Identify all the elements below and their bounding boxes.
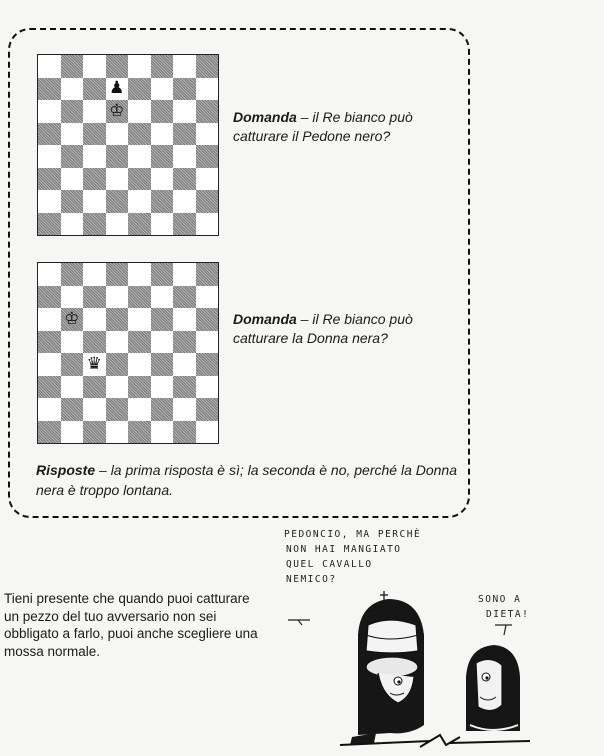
board-square [128, 308, 151, 331]
board-square [38, 78, 61, 101]
board-square [83, 376, 106, 399]
board-square [173, 145, 196, 168]
board-square [61, 376, 84, 399]
board-square [196, 331, 219, 354]
board-square [128, 286, 151, 309]
board-square [151, 308, 174, 331]
board-square [151, 263, 174, 286]
speech-left-line-3: QUEL CAVALLO [286, 559, 373, 570]
board-square [106, 353, 129, 376]
small-pawn-character [466, 645, 520, 731]
board-square [128, 376, 151, 399]
board-square [173, 100, 196, 123]
board-square [173, 376, 196, 399]
board-square [83, 123, 106, 146]
board-square [106, 398, 129, 421]
black-queen-icon: ♛ [86, 353, 102, 374]
board-square [106, 78, 129, 101]
board-square [196, 286, 219, 309]
speech-pointer-left [288, 620, 310, 625]
board-square [83, 190, 106, 213]
board-square [128, 55, 151, 78]
board-square [61, 168, 84, 191]
board-square [196, 123, 219, 146]
white-king-icon: ♔ [64, 308, 80, 329]
board-square [173, 190, 196, 213]
board-square [128, 331, 151, 354]
board-square [106, 213, 129, 236]
board-square [83, 168, 106, 191]
board-square [173, 213, 196, 236]
board-square [173, 55, 196, 78]
board-square [38, 398, 61, 421]
big-pawn-character [350, 591, 424, 745]
board-square [151, 55, 174, 78]
board-square [196, 55, 219, 78]
board-square [83, 78, 106, 101]
board-square [173, 263, 196, 286]
chessboard-1 [37, 54, 219, 236]
board-square [128, 263, 151, 286]
board-square [61, 308, 84, 331]
answers [36, 460, 461, 500]
board-square [196, 213, 219, 236]
board-square [61, 286, 84, 309]
speech-left-line-1: PEDONCIO, MA PERCHÈ [284, 529, 422, 540]
board-square [128, 145, 151, 168]
board-square [196, 353, 219, 376]
board-square [83, 421, 106, 444]
board-square [38, 263, 61, 286]
board-square [128, 123, 151, 146]
board-square [38, 376, 61, 399]
board-square [128, 398, 151, 421]
board-square [151, 213, 174, 236]
board-square [83, 213, 106, 236]
board-square [173, 331, 196, 354]
board-square [151, 78, 174, 101]
question-1-text: – il Re bianco può catturare il Pedone nero? [233, 109, 413, 144]
board-square [151, 421, 174, 444]
board-square [38, 213, 61, 236]
board-square [38, 190, 61, 213]
board-square [128, 168, 151, 191]
board-square [61, 398, 84, 421]
board-square [151, 123, 174, 146]
board-square [173, 286, 196, 309]
board-square [173, 168, 196, 191]
board-square [106, 376, 129, 399]
board-square [38, 145, 61, 168]
answers-label: Risposte [36, 462, 96, 478]
board-square [151, 331, 174, 354]
board-square [61, 263, 84, 286]
board-square [38, 123, 61, 146]
board-square [83, 331, 106, 354]
board-square [128, 213, 151, 236]
black-pawn-icon: ♟ [109, 78, 125, 99]
board-square [106, 421, 129, 444]
board-square [196, 421, 219, 444]
board-square [151, 145, 174, 168]
board-square [151, 353, 174, 376]
board-square [61, 331, 84, 354]
board-square [83, 55, 106, 78]
board-square [61, 421, 84, 444]
cartoon-illustration [280, 585, 530, 750]
board-square [106, 100, 129, 123]
board-square [61, 353, 84, 376]
board-square [61, 100, 84, 123]
board-square [106, 145, 129, 168]
board-square [83, 308, 106, 331]
question-2-text: – il Re bianco può catturare la Donna nera? [233, 311, 413, 346]
board-square [38, 55, 61, 78]
board-square [151, 100, 174, 123]
board-square [173, 421, 196, 444]
board-square [83, 286, 106, 309]
board-square [128, 78, 151, 101]
board-square [173, 398, 196, 421]
board-square [173, 78, 196, 101]
board-square [106, 168, 129, 191]
board-square [128, 353, 151, 376]
board-square [38, 308, 61, 331]
board-square [61, 213, 84, 236]
board-square [106, 331, 129, 354]
board-square [38, 100, 61, 123]
board-square [173, 123, 196, 146]
board-square [61, 190, 84, 213]
answers-text: – la prima risposta è sì; la seconda è no, perché la Donna nera è troppo lontana. [36, 462, 457, 498]
board-square [61, 78, 84, 101]
board-square [106, 190, 129, 213]
board-square [173, 308, 196, 331]
board-square [38, 421, 61, 444]
question-1 [233, 108, 463, 146]
question-2 [233, 310, 463, 348]
speech-left-line-2: NON HAI MANGIATO [286, 544, 402, 555]
board-square [83, 353, 106, 376]
board-square [83, 145, 106, 168]
board-square [196, 100, 219, 123]
speech-right-line-1: SONO A [478, 594, 522, 605]
board-square [106, 263, 129, 286]
board-square [106, 286, 129, 309]
question-1-label: Domanda [233, 109, 297, 125]
board-square [128, 190, 151, 213]
board-square [196, 308, 219, 331]
board-square [196, 376, 219, 399]
board-square [106, 55, 129, 78]
board-square [196, 168, 219, 191]
board-square [83, 100, 106, 123]
board-square [61, 123, 84, 146]
board-square [38, 331, 61, 354]
speech-right-line-2: DIETA! [486, 609, 530, 620]
speech-left [284, 527, 421, 587]
board-square [106, 123, 129, 146]
board-square [128, 421, 151, 444]
board-square [196, 190, 219, 213]
board-square [61, 55, 84, 78]
board-square [128, 100, 151, 123]
board-square [196, 398, 219, 421]
board-square [151, 286, 174, 309]
speech-pointer-right [495, 625, 512, 635]
board-square [196, 78, 219, 101]
speech-left-line-4: NEMICO? [286, 574, 337, 585]
board-square [106, 308, 129, 331]
board-square [151, 190, 174, 213]
white-king-icon: ♔ [109, 100, 125, 121]
board-square [151, 168, 174, 191]
tip-paragraph: Tieni presente che quando puoi catturare un pezzo del tuo avversario non sei obbligato a farlo, puoi anche scegliere una mossa normale. [4, 591, 258, 659]
board-square [38, 168, 61, 191]
board-square [196, 145, 219, 168]
board-square [83, 263, 106, 286]
board-square [196, 263, 219, 286]
board-square [173, 353, 196, 376]
board-square [38, 353, 61, 376]
chessboard-2 [37, 262, 219, 444]
board-square [151, 398, 174, 421]
question-2-label: Domanda [233, 311, 297, 327]
board-square [151, 376, 174, 399]
board-square [83, 398, 106, 421]
board-square [38, 286, 61, 309]
board-square [61, 145, 84, 168]
